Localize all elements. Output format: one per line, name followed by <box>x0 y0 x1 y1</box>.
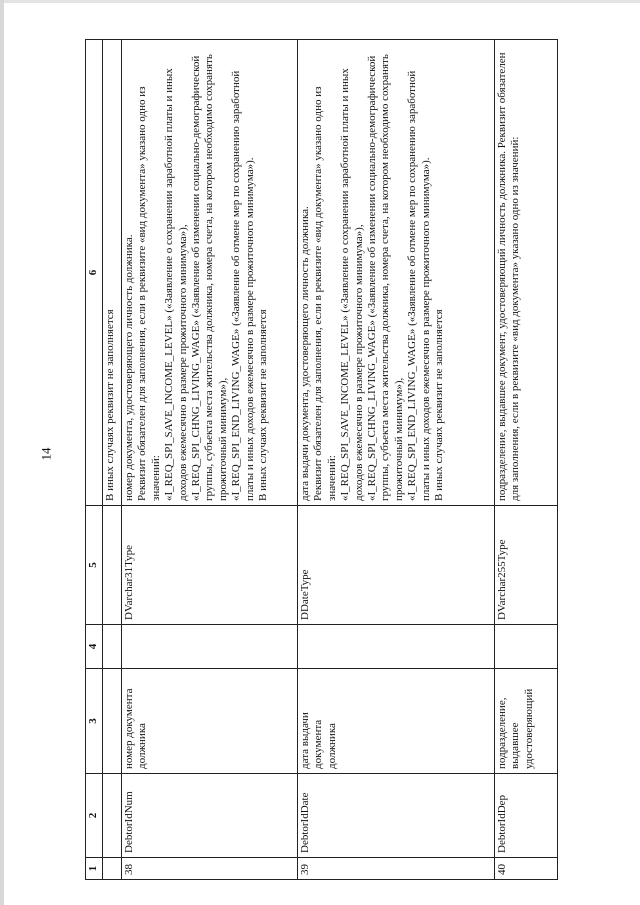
header-col-4: 4 <box>86 625 103 669</box>
field-description: номер документа должника <box>122 669 298 774</box>
row-number: 38 <box>122 858 298 880</box>
details-line: «I_REQ_SPI_SAVE_INCOME_LEVEL» («Заявление о сохранении заработной платы и иных доходов ежемесячно в размере прожиточного минимума»), <box>163 68 189 501</box>
details-line: «I_REQ_SPI_END_LIVING_WAGE» («Заявление об отмене мер по сохранению заработной платы и иных доходов ежемесячно в размере прожиточного минимума»). <box>230 70 256 501</box>
field-name: DebtorIdNum <box>122 774 298 858</box>
details-line: номер документа, удостоверяющего личность должника. <box>123 234 135 501</box>
header-row <box>86 40 103 880</box>
field-name: DebtorIdDep <box>495 774 558 858</box>
table-row <box>298 40 495 880</box>
details-line: В иных случаях реквизит не заполняется <box>433 309 446 501</box>
details-line: подразделение, выдавшее документ, удостоверяющий личность должника. Реквизит обязателен для заполнения, если в реквизите «вид документа» указано одно из значений: <box>496 52 522 501</box>
col4-cell <box>495 625 558 669</box>
details-line: Реквизит обязателен для заполнения, если в реквизите «вид документа» указано одно из значений: <box>312 86 338 501</box>
continuation-note: В иных случаях реквизит не заполняется <box>103 40 122 506</box>
table-row <box>495 40 558 880</box>
header-col-2: 2 <box>86 774 103 858</box>
field-type: DVarchar255Type <box>495 506 558 625</box>
col4-cell <box>298 625 495 669</box>
field-name: DebtorIdDate <box>298 774 495 858</box>
field-type: DDateType <box>298 506 495 625</box>
continuation-row <box>103 40 122 880</box>
row-number: 39 <box>298 858 495 880</box>
row-number: 40 <box>495 858 558 880</box>
table-row <box>122 40 298 880</box>
col4-cell <box>122 625 298 669</box>
details-line: «I_REQ_SPI_CHNG_LIVING_WAGE» («Заявление об изменении социально-демографической группы, субъекта места жительства должника, номера счета, на котором необходимо сохранять прожиточный минимум»), <box>366 54 405 501</box>
field-details <box>495 40 558 506</box>
details-line: Реквизит обязателен для заполнения, если в реквизите «вид документа» указано одно из значений: <box>136 86 162 501</box>
details-line: дата выдачи документа, удостоверяющего личность должника. <box>299 206 311 501</box>
field-details <box>298 40 495 506</box>
field-type: DVarchar31Type <box>122 506 298 625</box>
field-description: подразделение, выдавшее удостоверяющий <box>495 669 558 774</box>
field-details <box>122 40 298 506</box>
header-col-6: 6 <box>86 40 103 506</box>
field-description: дата выдачи документа должника <box>298 669 495 774</box>
details-line: «I_REQ_SPI_CHNG_LIVING_WAGE» («Заявление об изменении социально-демографической группы, субъекта места жительства должника, номера счета, на котором необходимо сохранять прожиточный минимум»), <box>190 54 229 501</box>
page-number: 14 <box>38 447 54 461</box>
details-line: В иных случаях реквизит не заполняется <box>257 309 270 501</box>
header-col-1: 1 <box>86 858 103 880</box>
rotated-page-content <box>85 40 563 880</box>
scan-left-edge <box>0 0 4 905</box>
header-col-5: 5 <box>86 506 103 625</box>
details-line: «I_REQ_SPI_SAVE_INCOME_LEVEL» («Заявление о сохранении заработной платы и иных доходов ежемесячно в размере прожиточного минимума»), <box>339 68 365 501</box>
header-col-3: 3 <box>86 669 103 774</box>
requisites-table <box>85 39 558 880</box>
details-line: «I_REQ_SPI_END_LIVING_WAGE» («Заявление об отмене мер по сохранению заработной платы и иных доходов ежемесячно в размере прожиточного минимума»). <box>406 70 432 501</box>
scan-top-edge <box>0 0 640 3</box>
